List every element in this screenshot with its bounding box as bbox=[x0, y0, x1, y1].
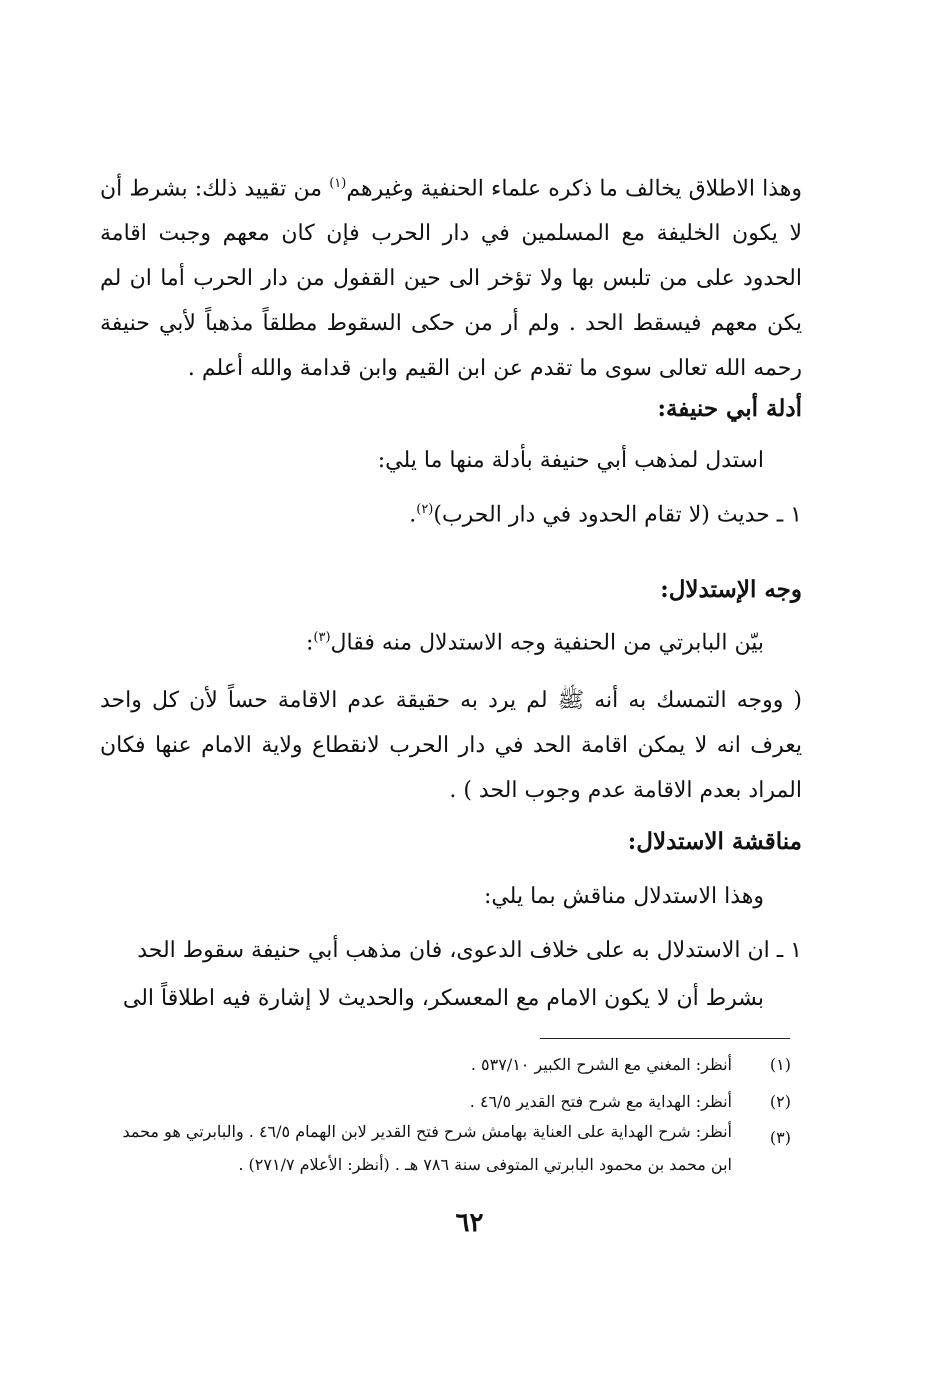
intro-paragraph bbox=[100, 161, 802, 391]
inference-intro-text: بيّن البابرتي من الحنفية وجه الاستدلال منه فقال bbox=[330, 630, 764, 656]
section-heading-evidence: أدلة أبي حنيفة: bbox=[657, 395, 802, 422]
footnote-1-text: أنظر: المغني مع الشرح الكبير ٥٣٧/١٠ . bbox=[470, 1055, 732, 1074]
evidence-item-1-end: . bbox=[409, 502, 417, 528]
footnote-marker: (١) bbox=[329, 176, 347, 191]
evidence-intro: استدل لمذهب أبي حنيفة بأدلة منها ما يلي: bbox=[377, 448, 764, 473]
footnote-3-continuation: ابن محمد بن محمود البابرتي المتوفى سنة ٧٨٦ هـ . (أنظر: الأعلام ٢٧١/٧) . bbox=[238, 1155, 732, 1174]
discussion-item-1-line-1: ١ ـ ان الاستدلال به على خلاف الدعوى، فان مذهب أبي حنيفة سقوط الحد bbox=[137, 938, 802, 963]
discussion-intro: وهذا الاستدلال مناقش بما يلي: bbox=[483, 884, 764, 909]
footnote-3-number: (٣) bbox=[769, 1128, 791, 1147]
discussion-item-1-line-2: بشرط أن لا يكون الامام مع المعسكر، والحديث لا إشارة فيه اطلاقاً الى bbox=[122, 986, 764, 1011]
footnote-1-number: (١) bbox=[769, 1055, 791, 1074]
inference-intro bbox=[306, 630, 764, 655]
intro-text-before-note: وهذا الاطلاق يخالف ما ذكره علماء الحنفية وغيرهم bbox=[346, 176, 802, 202]
footnote-separator bbox=[540, 1038, 790, 1039]
evidence-item-1 bbox=[409, 502, 802, 527]
section-heading-discussion: مناقشة الاستدلال: bbox=[627, 828, 802, 855]
evidence-item-1-text: ١ ـ حديث (لا تقام الحدود في دار الحرب) bbox=[433, 502, 802, 528]
section-heading-inference: وجه الإستدلال: bbox=[660, 576, 802, 603]
page-number: ٦٢ bbox=[455, 1208, 484, 1238]
intro-text-after-note: من تقييد ذلك: بشرط أن لا يكون الخليفة مع المسلمين في دار الحرب فإن كان معهم وجبت اقامة الحدود على من تلبس بها ولا تؤخر الى حين القفول من دار الحرب أما ان لم يكن معهم فيسقط الحد . ولم أر من حكى السقوط مطلقاً مذهباً لأبي حنيفة رحمه الله تعالى سوى ما تقدم عن ابن القيم وابن قدامة والله أعلم . bbox=[100, 176, 802, 382]
footnote-marker: (٢) bbox=[416, 502, 434, 517]
footnote-2-number: (٢) bbox=[769, 1092, 791, 1111]
inference-quote: ( ووجه التمسك به أنه ﷺ لم يرد به حقيقة عدم الاقامة حساً لأن كل واحد يعرف انه لا يمكن اقامة الحد في دار الحرب لانقطاع ولاية الامام عنها فكان المراد بعدم الاقامة عدم وجوب الحد ) . bbox=[100, 688, 802, 803]
inference-intro-end: : bbox=[305, 630, 314, 656]
footnote-3-text: أنظر: شرح الهداية على العناية بهامش شرح فتح القدير لابن الهمام ٤٦/٥ . والبابرتي هو محمد bbox=[122, 1122, 732, 1141]
footnote-2-text: أنظر: الهداية مع شرح فتح القدير ٤٦/٥ . bbox=[469, 1092, 732, 1111]
footnote-marker: (٣) bbox=[313, 630, 331, 645]
